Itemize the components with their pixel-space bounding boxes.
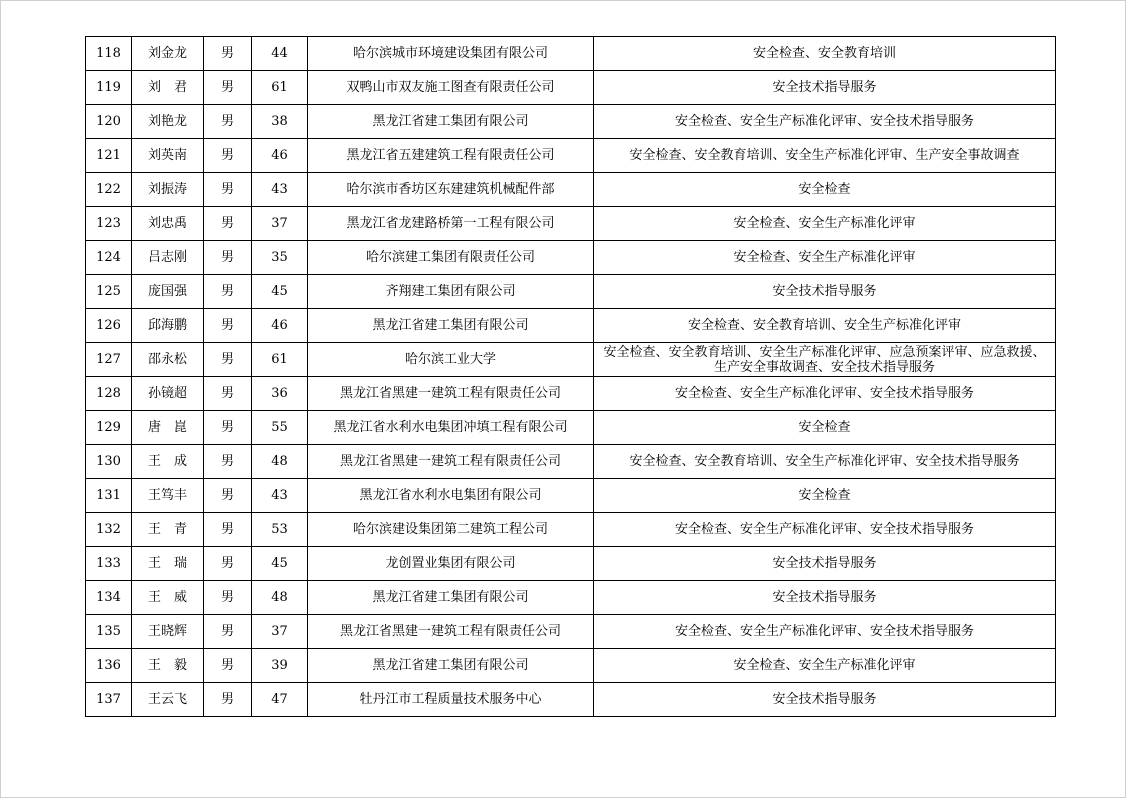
organization-cell: 黑龙江省建工集团有限公司 — [308, 581, 594, 615]
table-row — [86, 649, 1056, 683]
table-row — [86, 275, 1056, 309]
age-cell: 53 — [252, 513, 308, 547]
organization-cell: 黑龙江省建工集团有限公司 — [308, 105, 594, 139]
organization-cell: 哈尔滨城市环境建设集团有限公司 — [308, 37, 594, 71]
organization-cell: 黑龙江省水利水电集团有限公司 — [308, 479, 594, 513]
table-row — [86, 309, 1056, 343]
gender-cell: 男 — [204, 139, 252, 173]
age-cell: 37 — [252, 207, 308, 241]
table-row — [86, 207, 1056, 241]
service-scope-cell: 安全检查、安全生产标准化评审 — [594, 207, 1056, 241]
row-number: 136 — [86, 649, 132, 683]
age-cell: 61 — [252, 343, 308, 377]
table-row — [86, 615, 1056, 649]
gender-cell: 男 — [204, 445, 252, 479]
row-number: 134 — [86, 581, 132, 615]
age-cell: 45 — [252, 547, 308, 581]
gender-cell: 男 — [204, 615, 252, 649]
service-scope-cell: 安全技术指导服务 — [594, 275, 1056, 309]
age-cell: 38 — [252, 105, 308, 139]
gender-cell: 男 — [204, 343, 252, 377]
age-cell: 39 — [252, 649, 308, 683]
gender-cell: 男 — [204, 105, 252, 139]
service-scope-cell: 安全检查 — [594, 411, 1056, 445]
service-scope-cell: 安全技术指导服务 — [594, 581, 1056, 615]
row-number: 122 — [86, 173, 132, 207]
person-name: 刘艳龙 — [132, 105, 204, 139]
age-cell: 44 — [252, 37, 308, 71]
person-name: 王 毅 — [132, 649, 204, 683]
age-cell: 55 — [252, 411, 308, 445]
organization-cell: 黑龙江省五建建筑工程有限责任公司 — [308, 139, 594, 173]
gender-cell: 男 — [204, 581, 252, 615]
service-scope-cell: 安全技术指导服务 — [594, 71, 1056, 105]
organization-cell: 黑龙江省黑建一建筑工程有限责任公司 — [308, 377, 594, 411]
age-cell: 47 — [252, 683, 308, 717]
gender-cell: 男 — [204, 411, 252, 445]
row-number: 123 — [86, 207, 132, 241]
age-cell: 46 — [252, 309, 308, 343]
table-row — [86, 513, 1056, 547]
service-scope-cell: 安全检查、安全教育培训 — [594, 37, 1056, 71]
row-number: 132 — [86, 513, 132, 547]
age-cell: 43 — [252, 173, 308, 207]
age-cell: 43 — [252, 479, 308, 513]
gender-cell: 男 — [204, 37, 252, 71]
age-cell: 46 — [252, 139, 308, 173]
row-number: 130 — [86, 445, 132, 479]
gender-cell: 男 — [204, 649, 252, 683]
service-scope-cell: 安全技术指导服务 — [594, 547, 1056, 581]
service-scope-cell: 安全技术指导服务 — [594, 683, 1056, 717]
service-scope-cell: 安全检查、安全教育培训、安全生产标准化评审、生产安全事故调查 — [594, 139, 1056, 173]
expert-roster-table — [85, 36, 1056, 717]
gender-cell: 男 — [204, 309, 252, 343]
row-number: 126 — [86, 309, 132, 343]
organization-cell: 齐翔建工集团有限公司 — [308, 275, 594, 309]
organization-cell: 哈尔滨建设集团第二建筑工程公司 — [308, 513, 594, 547]
age-cell: 48 — [252, 581, 308, 615]
age-cell: 35 — [252, 241, 308, 275]
gender-cell: 男 — [204, 71, 252, 105]
row-number: 124 — [86, 241, 132, 275]
table-row — [86, 581, 1056, 615]
gender-cell: 男 — [204, 241, 252, 275]
table-row — [86, 377, 1056, 411]
row-number: 125 — [86, 275, 132, 309]
table-row — [86, 479, 1056, 513]
table-row — [86, 343, 1056, 377]
age-cell: 37 — [252, 615, 308, 649]
table-row — [86, 547, 1056, 581]
age-cell: 36 — [252, 377, 308, 411]
service-scope-cell: 安全检查、安全生产标准化评审、安全技术指导服务 — [594, 105, 1056, 139]
organization-cell: 龙创置业集团有限公司 — [308, 547, 594, 581]
row-number: 119 — [86, 71, 132, 105]
organization-cell: 黑龙江省黑建一建筑工程有限责任公司 — [308, 445, 594, 479]
service-scope-cell: 安全检查 — [594, 173, 1056, 207]
person-name: 刘 君 — [132, 71, 204, 105]
gender-cell: 男 — [204, 275, 252, 309]
table-row — [86, 241, 1056, 275]
person-name: 王笃丰 — [132, 479, 204, 513]
person-name: 王 青 — [132, 513, 204, 547]
row-number: 137 — [86, 683, 132, 717]
service-scope-cell: 安全检查、安全教育培训、安全生产标准化评审 — [594, 309, 1056, 343]
table-row — [86, 411, 1056, 445]
person-name: 刘忠禹 — [132, 207, 204, 241]
person-name: 邱海鹏 — [132, 309, 204, 343]
organization-cell: 哈尔滨建工集团有限责任公司 — [308, 241, 594, 275]
person-name: 王 瑞 — [132, 547, 204, 581]
age-cell: 48 — [252, 445, 308, 479]
person-name: 邵永松 — [132, 343, 204, 377]
roster-body — [86, 37, 1056, 717]
service-scope-cell: 安全检查、安全生产标准化评审 — [594, 241, 1056, 275]
person-name: 孙镜超 — [132, 377, 204, 411]
row-number: 120 — [86, 105, 132, 139]
organization-cell: 黑龙江省黑建一建筑工程有限责任公司 — [308, 615, 594, 649]
table-row — [86, 139, 1056, 173]
service-scope-cell: 安全检查、安全生产标准化评审、安全技术指导服务 — [594, 513, 1056, 547]
person-name: 王云飞 — [132, 683, 204, 717]
organization-cell: 牡丹江市工程质量技术服务中心 — [308, 683, 594, 717]
organization-cell: 黑龙江省水利水电集团冲填工程有限公司 — [308, 411, 594, 445]
row-number: 127 — [86, 343, 132, 377]
person-name: 刘振涛 — [132, 173, 204, 207]
person-name: 王 成 — [132, 445, 204, 479]
row-number: 135 — [86, 615, 132, 649]
service-scope-cell: 安全检查、安全生产标准化评审、安全技术指导服务 — [594, 377, 1056, 411]
gender-cell: 男 — [204, 377, 252, 411]
person-name: 刘金龙 — [132, 37, 204, 71]
organization-cell: 黑龙江省建工集团有限公司 — [308, 309, 594, 343]
table-row — [86, 683, 1056, 717]
service-scope-cell: 安全检查 — [594, 479, 1056, 513]
row-number: 133 — [86, 547, 132, 581]
person-name: 王晓辉 — [132, 615, 204, 649]
gender-cell: 男 — [204, 513, 252, 547]
row-number: 121 — [86, 139, 132, 173]
table-row — [86, 37, 1056, 71]
gender-cell: 男 — [204, 683, 252, 717]
person-name: 唐 崑 — [132, 411, 204, 445]
person-name: 刘英南 — [132, 139, 204, 173]
gender-cell: 男 — [204, 547, 252, 581]
row-number: 128 — [86, 377, 132, 411]
organization-cell: 黑龙江省建工集团有限公司 — [308, 649, 594, 683]
table-row — [86, 105, 1056, 139]
person-name: 王 威 — [132, 581, 204, 615]
age-cell: 61 — [252, 71, 308, 105]
person-name: 吕志刚 — [132, 241, 204, 275]
table-row — [86, 445, 1056, 479]
person-name: 庞国强 — [132, 275, 204, 309]
age-cell: 45 — [252, 275, 308, 309]
service-scope-cell: 安全检查、安全教育培训、安全生产标准化评审、应急预案评审、应急救援、生产安全事故调查、安全技术指导服务 — [594, 343, 1056, 377]
gender-cell: 男 — [204, 207, 252, 241]
gender-cell: 男 — [204, 173, 252, 207]
table-row — [86, 71, 1056, 105]
service-scope-cell: 安全检查、安全生产标准化评审、安全技术指导服务 — [594, 615, 1056, 649]
service-scope-cell: 安全检查、安全生产标准化评审 — [594, 649, 1056, 683]
gender-cell: 男 — [204, 479, 252, 513]
row-number: 131 — [86, 479, 132, 513]
row-number: 129 — [86, 411, 132, 445]
organization-cell: 黑龙江省龙建路桥第一工程有限公司 — [308, 207, 594, 241]
table-row — [86, 173, 1056, 207]
organization-cell: 哈尔滨市香坊区东建建筑机械配件部 — [308, 173, 594, 207]
organization-cell: 双鸭山市双友施工图查有限责任公司 — [308, 71, 594, 105]
row-number: 118 — [86, 37, 132, 71]
organization-cell: 哈尔滨工业大学 — [308, 343, 594, 377]
service-scope-cell: 安全检查、安全教育培训、安全生产标准化评审、安全技术指导服务 — [594, 445, 1056, 479]
